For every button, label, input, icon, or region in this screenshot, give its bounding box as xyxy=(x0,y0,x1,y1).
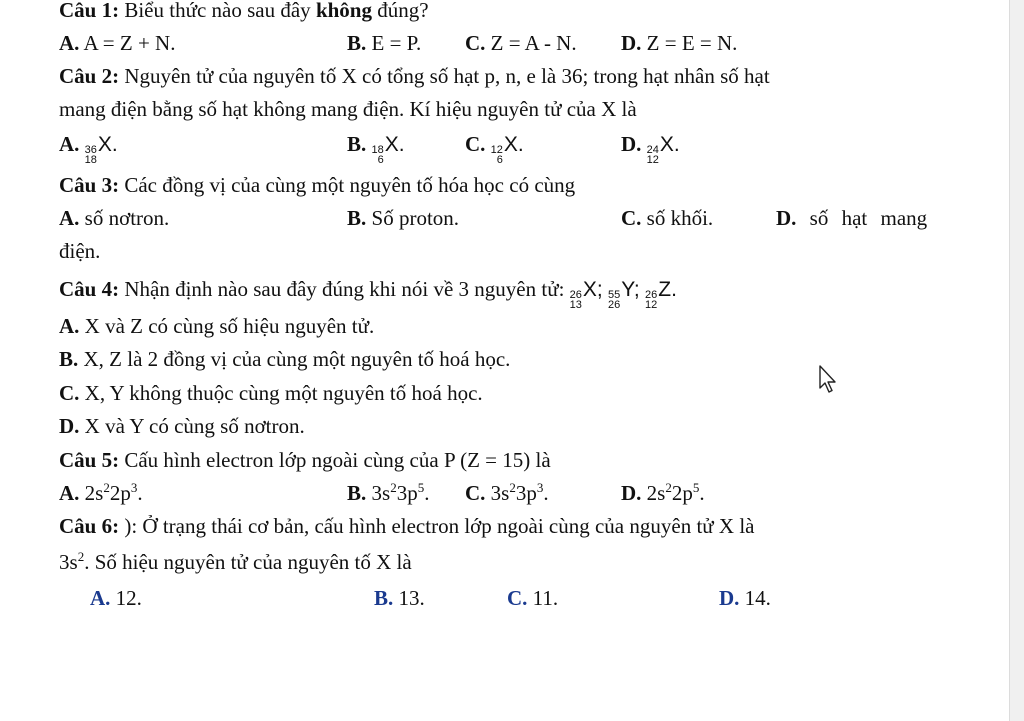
q3-label: Câu 3: xyxy=(59,173,120,197)
q3-stem: Câu 3: Các đồng vị của cùng một nguyên tố hóa học có cùng xyxy=(59,173,576,197)
q3-option-c[interactable]: C. số khối. xyxy=(621,206,714,230)
q3-option-d[interactable]: D. số hạt mang xyxy=(776,206,928,230)
q1-stem xyxy=(59,0,429,22)
q5-option-d[interactable]: D. $2s^22p^5$. xyxy=(621,480,705,505)
q6-label: Câu 6: xyxy=(59,514,125,538)
q1-option-b[interactable]: B. E = P. xyxy=(347,31,422,55)
q5-option-a[interactable]: A. $2s^22p^3$. xyxy=(59,480,143,505)
q5-stem: Câu 5: Cấu hình electron lớp ngoài cùng của P (Z = 15) là xyxy=(59,448,551,472)
nuclide-symbol: 26 12 Z. xyxy=(645,278,677,311)
q2-stem-line1: Câu 2: Nguyên tử của nguyên tố X có tổng số hạt p, n, e là 36; trong hạt nhân số hạt xyxy=(59,64,770,88)
q4-stem: Câu 4: Nhận định nào sau đây đúng khi nói về 3 nguyên tử: 26 13 X; 55 26 Y; 26 12 Z. xyxy=(59,277,677,311)
q2-option-c[interactable]: C. 12 6 X. xyxy=(465,132,524,166)
nuclide-symbol: 36 18 X. xyxy=(84,133,118,166)
q6-stem-line1: Câu 6: ): Ở trạng thái cơ bản, cấu hình electron lớp ngoài cùng của nguyên tử X là xyxy=(59,514,755,538)
nuclide-symbol: 24 12 X. xyxy=(646,133,680,166)
q2-option-a[interactable]: A. 36 18 X. xyxy=(59,132,118,166)
q5-option-c[interactable]: C. $3s^23p^3$. xyxy=(465,480,549,505)
q1-option-a[interactable]: A. A = Z + N. xyxy=(59,31,176,55)
q1-option-d[interactable]: D. Z = E = N. xyxy=(621,31,738,55)
q4-option-b[interactable]: B. X, Z là 2 đồng vị của cùng một nguyên tố hoá học. xyxy=(59,347,511,371)
q2-stem-line2: mang điện bằng số hạt không mang điện. Kí hiệu nguyên tử của X là xyxy=(59,97,637,121)
q2-option-d[interactable]: D. 24 12 X. xyxy=(621,132,680,166)
q6-option-d[interactable]: D. 14. xyxy=(719,586,771,610)
q1-option-c[interactable]: C. Z = A - N. xyxy=(465,31,577,55)
nuclide-symbol: 12 6 X. xyxy=(490,133,524,166)
nuclide-symbol: 18 6 X. xyxy=(371,133,405,166)
q2-label: Câu 2: xyxy=(59,64,120,88)
q2-option-b[interactable]: B. 18 6 X. xyxy=(347,132,405,166)
q3-option-a[interactable]: A. số nơtron. xyxy=(59,206,170,230)
q3-option-d-wrap: điện. xyxy=(59,239,101,263)
q4-option-d[interactable]: D. X và Y có cùng số nơtron. xyxy=(59,414,305,438)
q6-stem-line2: $3s^2$. Số hiệu nguyên tử của nguyên tố X là xyxy=(59,549,412,574)
q4-option-a[interactable]: A. X và Z có cùng số hiệu nguyên tử. xyxy=(59,314,375,338)
q6-option-a[interactable]: A. 12. xyxy=(90,586,142,610)
nuclide-symbol: 26 13 X; xyxy=(569,278,603,311)
q3-option-b[interactable]: B. Số proton. xyxy=(347,206,460,230)
q1-bold: không xyxy=(315,0,372,22)
q6-option-b[interactable]: B. 13. xyxy=(374,586,425,610)
q5-label: Câu 5: xyxy=(59,448,120,472)
mouse-pointer-icon xyxy=(818,364,838,394)
q1-text: Biểu thức nào sau đây xyxy=(119,0,316,22)
q1-text-end: đúng? xyxy=(371,0,429,22)
q4-label: Câu 4: xyxy=(59,277,120,301)
q6-option-c[interactable]: C. 11. xyxy=(507,586,559,610)
q1-label: Câu 1: xyxy=(59,0,120,22)
scrollbar-track[interactable] xyxy=(1009,0,1024,721)
q4-option-c[interactable]: C. X, Y không thuộc cùng một nguyên tố hoá học. xyxy=(59,381,483,405)
q5-option-b[interactable]: B. $3s^23p^5$. xyxy=(347,480,430,505)
nuclide-symbol: 55 26 Y; xyxy=(608,278,640,311)
